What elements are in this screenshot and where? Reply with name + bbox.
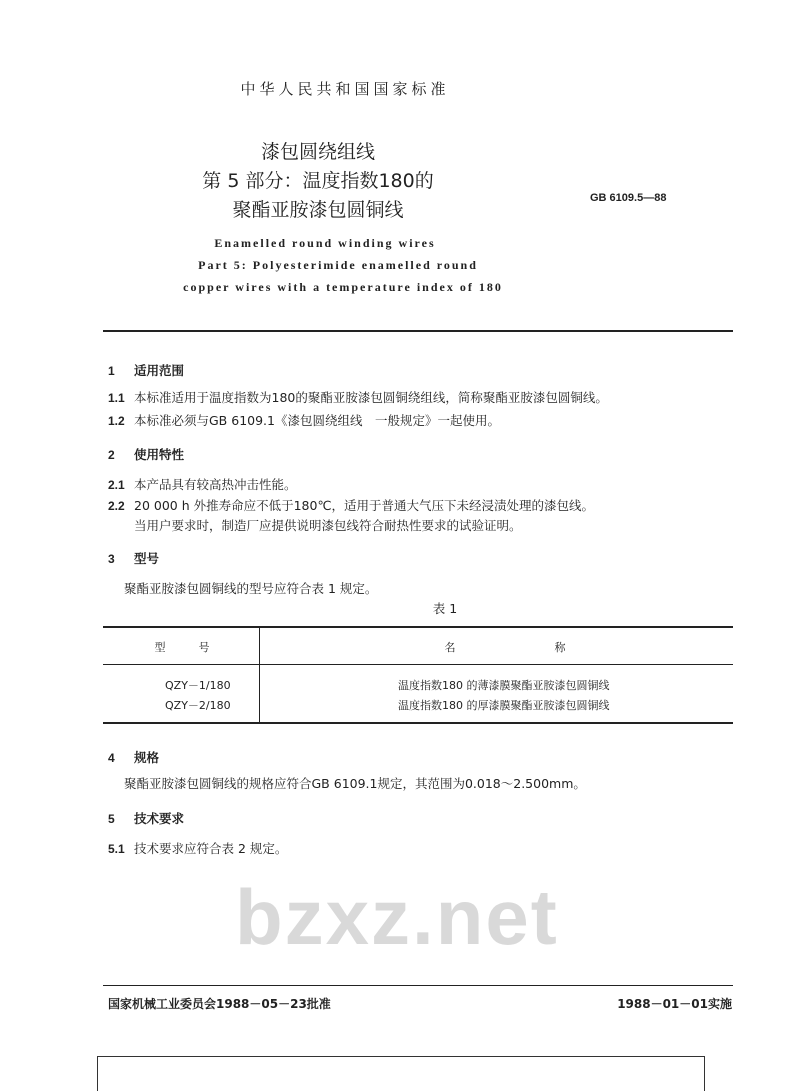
table-cell-name: 温度指数180 的薄漆膜聚酯亚胺漆包圆铜线 xyxy=(398,679,610,692)
clause-1-1: 1.1 本标准适用于温度指数为180的聚酯亚胺漆包圆铜绕组线，简称聚酯亚胺漆包圆铜线。 xyxy=(108,390,608,405)
table-header-model: 型 号 xyxy=(154,641,210,654)
english-title-1: Enamelled round winding wires xyxy=(214,236,436,250)
approval-date: 国家机械工业委员会1988－05－23批准 xyxy=(108,997,331,1011)
clause-1-2: 1.2 本标准必须与GB 6109.1《漆包圆绕组线 一般规定》一起使用。 xyxy=(108,413,500,428)
clause-2-2-cont: 当用户要求时，制造厂应提供说明漆包线符合耐热性要求的试验证明。 xyxy=(134,518,522,533)
watermark: bzxz.net xyxy=(235,873,559,961)
title-line-3: 聚酯亚胺漆包圆铜线 xyxy=(232,199,404,221)
english-title-3: copper wires with a temperature index of 180 xyxy=(183,280,503,294)
table-header-name: 名 称 xyxy=(444,641,566,654)
country-standard: 中华人民共和国国家标准 xyxy=(240,80,450,98)
clause-2-2: 2.2 20 000 h 外推寿命应不低于180℃，适用于普通大气压下未经浸渍处理的漆包线。 xyxy=(108,498,595,513)
english-title-2: Part 5: Polyesterimide enamelled round xyxy=(198,258,478,272)
page-bottom-box xyxy=(97,1056,705,1091)
section-4-heading: 4 规格 xyxy=(108,750,160,765)
table-cell-model: QZY－2/180 xyxy=(165,699,231,712)
section-5-heading: 5 技术要求 xyxy=(108,811,185,826)
table-cell-name: 温度指数180 的厚漆膜聚酯亚胺漆包圆铜线 xyxy=(398,699,610,712)
table-column-divider xyxy=(259,627,260,723)
clause-5-1: 5.1 技术要求应符合表 2 规定。 xyxy=(108,841,288,856)
title-line-2: 第 5 部分：温度指数180的 xyxy=(202,170,434,192)
table-top-rule xyxy=(103,626,733,628)
section-4-text: 聚酯亚胺漆包圆铜线的规格应符合GB 6109.1规定，其范围为0.018～2.500mm。 xyxy=(124,776,586,791)
section-2-heading: 2 使用特性 xyxy=(108,447,185,462)
section-3-heading: 3 型号 xyxy=(108,551,160,566)
standard-code: GB 6109.5—88 xyxy=(590,192,667,204)
section-1-heading: 1 适用范围 xyxy=(108,363,185,378)
table-header-rule xyxy=(103,664,733,665)
table-1-caption: 表 1 xyxy=(432,601,458,616)
header-rule xyxy=(103,330,733,332)
title-line-1: 漆包圆绕组线 xyxy=(260,141,376,163)
effective-date: 1988－01－01实施 xyxy=(617,997,732,1011)
section-3-text: 聚酯亚胺漆包圆铜线的型号应符合表 1 规定。 xyxy=(124,581,378,596)
clause-2-1: 2.1 本产品具有较高热冲击性能。 xyxy=(108,477,297,492)
table-cell-model: QZY－1/180 xyxy=(165,679,231,692)
footer-rule xyxy=(103,985,733,986)
table-bottom-rule xyxy=(103,722,733,724)
